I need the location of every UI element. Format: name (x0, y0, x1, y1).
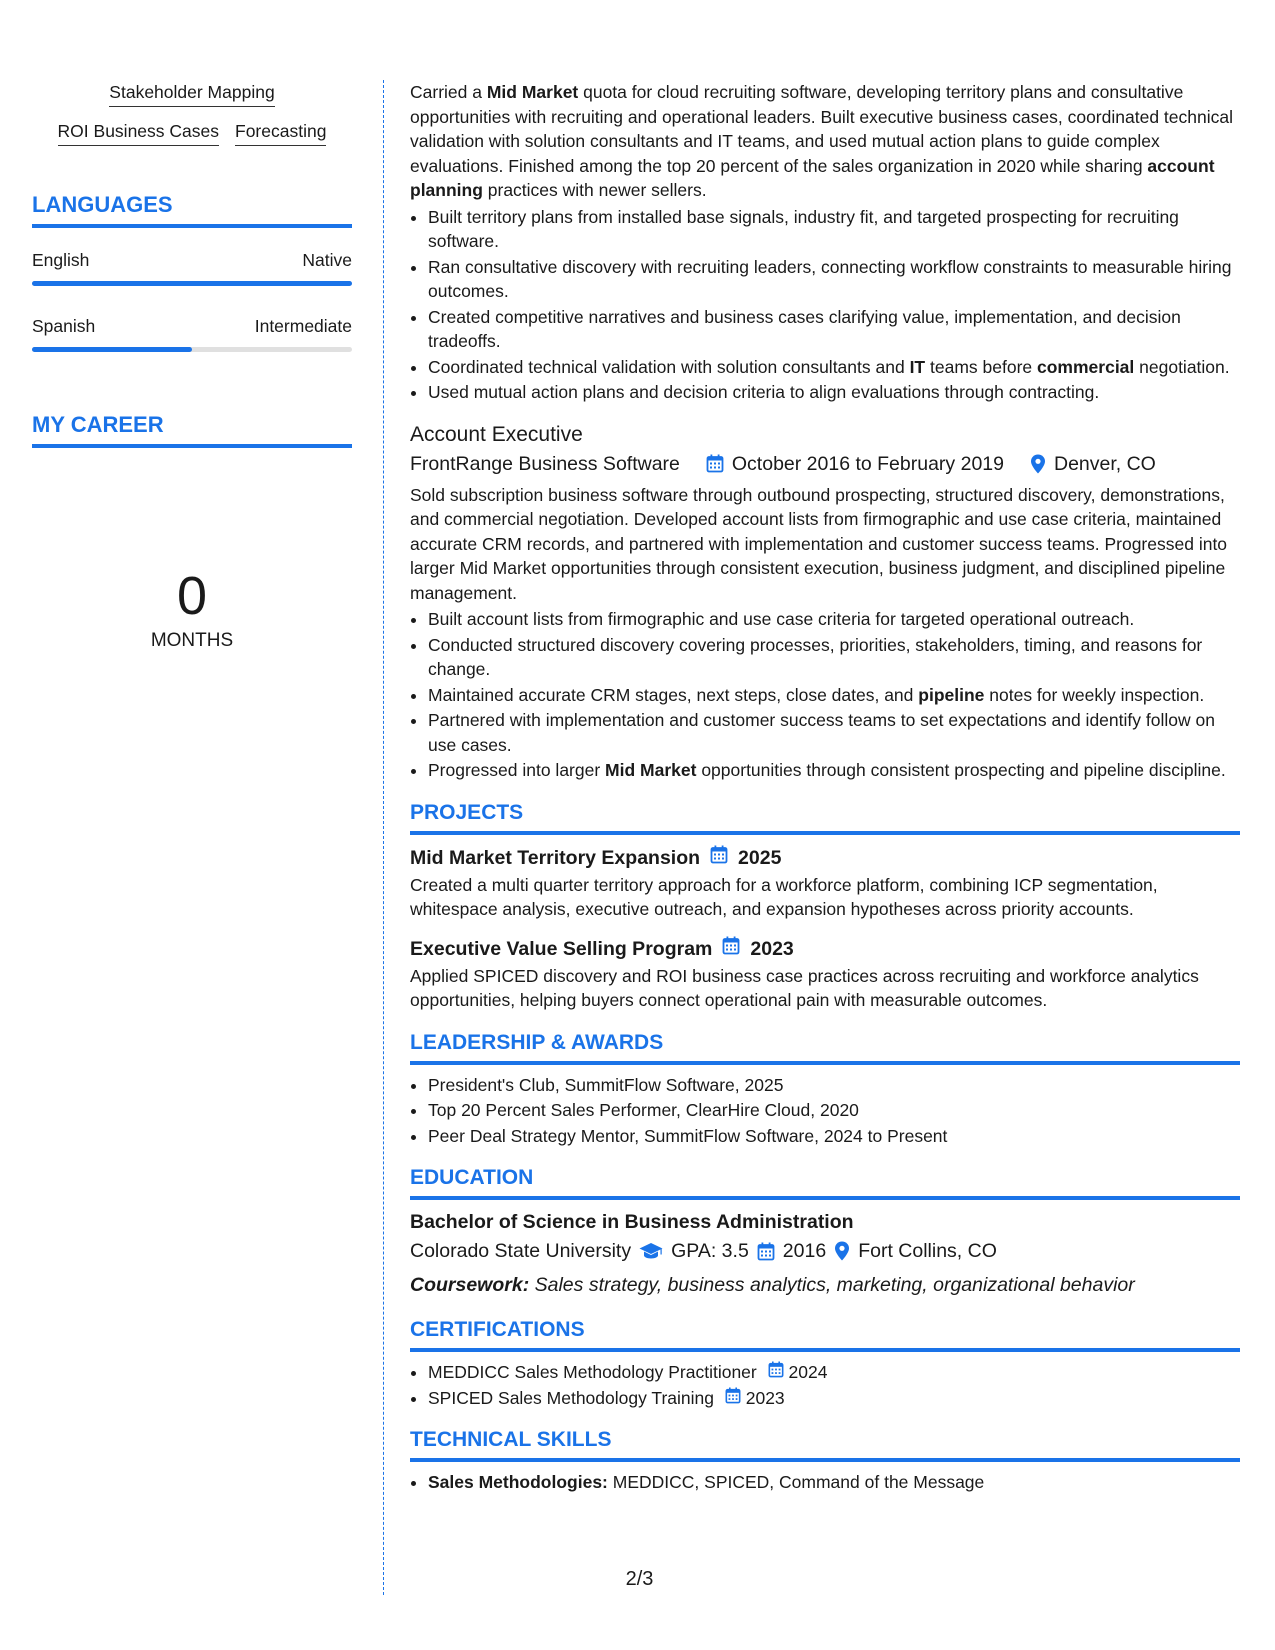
location-pin-icon (834, 1241, 850, 1261)
coursework-label: Coursework: (410, 1274, 530, 1296)
list-item (428, 1470, 1240, 1495)
list-item: • Conducted structured discovery covering processes, priorities, stakeholders, timing, and reasons for change. (428, 633, 1240, 682)
skills-row-2 (32, 121, 352, 146)
list-item: • Ran consultative discovery with recruiting leaders, connecting workflow constraints to measurable hiring outcomes. (428, 255, 1240, 304)
gpa: GPA: 3.5 (671, 1240, 749, 1262)
calendar-icon (768, 1361, 784, 1378)
project-year: 2023 (750, 937, 794, 960)
education-meta (410, 1236, 1240, 1266)
list-item: • Top 20 Percent Sales Performer, ClearHire Cloud, 2020 (428, 1098, 1240, 1123)
certifications-list (410, 1360, 1240, 1410)
project-description: Applied SPICED discovery and ROI business case practices across recruiting and workforce analytics opportunities, helping buyers connect operational pain with measurable outcomes. (410, 965, 1199, 1010)
list-item: • Created competitive narratives and business cases clarifying value, implementation, and decision tradeoffs. (428, 305, 1240, 354)
language-item (32, 316, 352, 337)
skills-row-1 (32, 82, 352, 107)
calendar-icon (725, 1387, 741, 1404)
list-item (428, 1360, 1240, 1385)
list-item: • Maintained accurate CRM stages, next steps, close dates, and pipeline notes for weekly inspection. (428, 683, 1240, 708)
project-description: Created a multi quarter territory approach for a workforce platform, combining ICP segmentation, whitespace analysis, executive outreach, and expansion hypotheses across priority accounts. (410, 874, 1158, 919)
skill-tag: Forecasting (235, 121, 326, 146)
school-name: Colorado State University (410, 1240, 632, 1262)
technical-skills-list (410, 1470, 1240, 1495)
language-bar-fill (32, 347, 192, 352)
list-item: • Progressed into larger Mid Market opportunities through consistent prospecting and pipeline discipline. (428, 758, 1240, 783)
project-item (410, 843, 1240, 922)
sidebar (32, 82, 352, 652)
project-name: Mid Market Territory Expansion (410, 846, 701, 869)
education-title: EDUCATION (410, 1164, 1240, 1200)
main-content (410, 80, 1240, 1496)
list-item: • President's Club, SummitFlow Software, 2025 (428, 1073, 1240, 1098)
page-number: 2/3 (625, 1568, 654, 1590)
job-summary: Carried a Mid Market quota for cloud recruiting software, developing territory plans and consultative opportunities with recruiting and operational leaders. Built executive business cases, coordinated technical validation with solution consultants and IT teams, and used mutual action plans to guide complex evaluations. Finished among the top 20 percent of the sales organization in 2020 while sharing account planning practices with newer sellers. (410, 82, 1233, 200)
list-item: • Partnered with implementation and customer success teams to set expectations and identify follow on use cases. (428, 708, 1240, 757)
project-item (410, 934, 1240, 1013)
skill-tag: ROI Business Cases (58, 121, 219, 146)
skill-tag: Stakeholder Mapping (109, 82, 274, 107)
list-item (428, 1386, 1240, 1411)
cert-year: 2024 (788, 1362, 828, 1382)
calendar-icon (706, 454, 724, 473)
list-item: • Peer Deal Strategy Mentor, SummitFlow Software, 2024 to Present (428, 1124, 1240, 1149)
graduation-cap-icon (639, 1242, 663, 1260)
calendar-icon (722, 934, 740, 964)
graduation-year: 2016 (782, 1240, 827, 1262)
language-bar (32, 347, 352, 352)
certifications-title: CERTIFICATIONS (410, 1316, 1240, 1352)
cert-name: MEDDICC Sales Methodology Practitioner (428, 1362, 757, 1382)
project-year: 2025 (738, 846, 782, 869)
calendar-icon (757, 1242, 775, 1261)
projects-title: PROJECTS (410, 799, 1240, 835)
language-item (32, 250, 352, 271)
coursework-text: Sales strategy, business analytics, marketing, organizational behavior (534, 1274, 1135, 1296)
list-item: • Built territory plans from installed base signals, industry fit, and targeted prospecting for recruiting software. (428, 205, 1240, 254)
awards-title: LEADERSHIP & AWARDS (410, 1029, 1240, 1065)
job-summary: Sold subscription business software through outbound prospecting, structured discovery, demonstrations, and commercial negotiation. Developed account lists from firmographic and use case criteria, maintained accurate CRM records, and partnered with implementation and customer success teams. Progressed into larger Mid Market opportunities through consistent execution, business judgment, and disciplined pipeline management. (410, 484, 1228, 603)
language-bar (32, 281, 352, 286)
list-item: • Built account lists from firmographic and use case criteria for targeted operational outreach. (428, 607, 1240, 632)
coursework (410, 1270, 1240, 1300)
languages-title: LANGUAGES (32, 192, 352, 228)
awards-list (410, 1073, 1240, 1149)
job-title: Account Executive (410, 422, 583, 446)
skill-values: MEDDICC, SPICED, Command of the Message (612, 1472, 985, 1492)
language-level: Native (302, 250, 352, 270)
school-location: Fort Collins, CO (858, 1240, 997, 1262)
cert-year: 2023 (745, 1387, 785, 1408)
career-value: 0 (176, 566, 208, 626)
job-meta (410, 449, 1240, 479)
column-divider (383, 80, 384, 1595)
language-bar-fill (32, 281, 352, 286)
job-location: Denver, CO (1053, 452, 1156, 475)
language-name: English (32, 250, 90, 270)
career-title: MY CAREER (32, 412, 352, 448)
job-bullets (410, 205, 1240, 405)
skill-category: Sales Methodologies: (428, 1472, 608, 1492)
cert-name: SPICED Sales Methodology Training (428, 1387, 714, 1408)
language-name: Spanish (32, 316, 96, 336)
technical-skills-title: TECHNICAL SKILLS (410, 1426, 1240, 1462)
degree-title: Bachelor of Science in Business Administration (410, 1211, 854, 1233)
location-pin-icon (1030, 454, 1046, 474)
calendar-icon (710, 843, 728, 873)
project-name: Executive Value Selling Program (410, 937, 713, 960)
company-name: FrontRange Business Software (410, 452, 680, 475)
list-item: • Coordinated technical validation with solution consultants and IT teams before commercial negotiation. (428, 355, 1240, 380)
job-bullets (410, 607, 1240, 783)
job-dates: October 2016 to February 2019 (731, 452, 1004, 475)
career-unit: MONTHS (150, 630, 234, 651)
language-level: Intermediate (254, 316, 352, 336)
languages-list (32, 250, 352, 352)
list-item: • Used mutual action plans and decision criteria to align evaluations through contracting. (428, 380, 1240, 405)
